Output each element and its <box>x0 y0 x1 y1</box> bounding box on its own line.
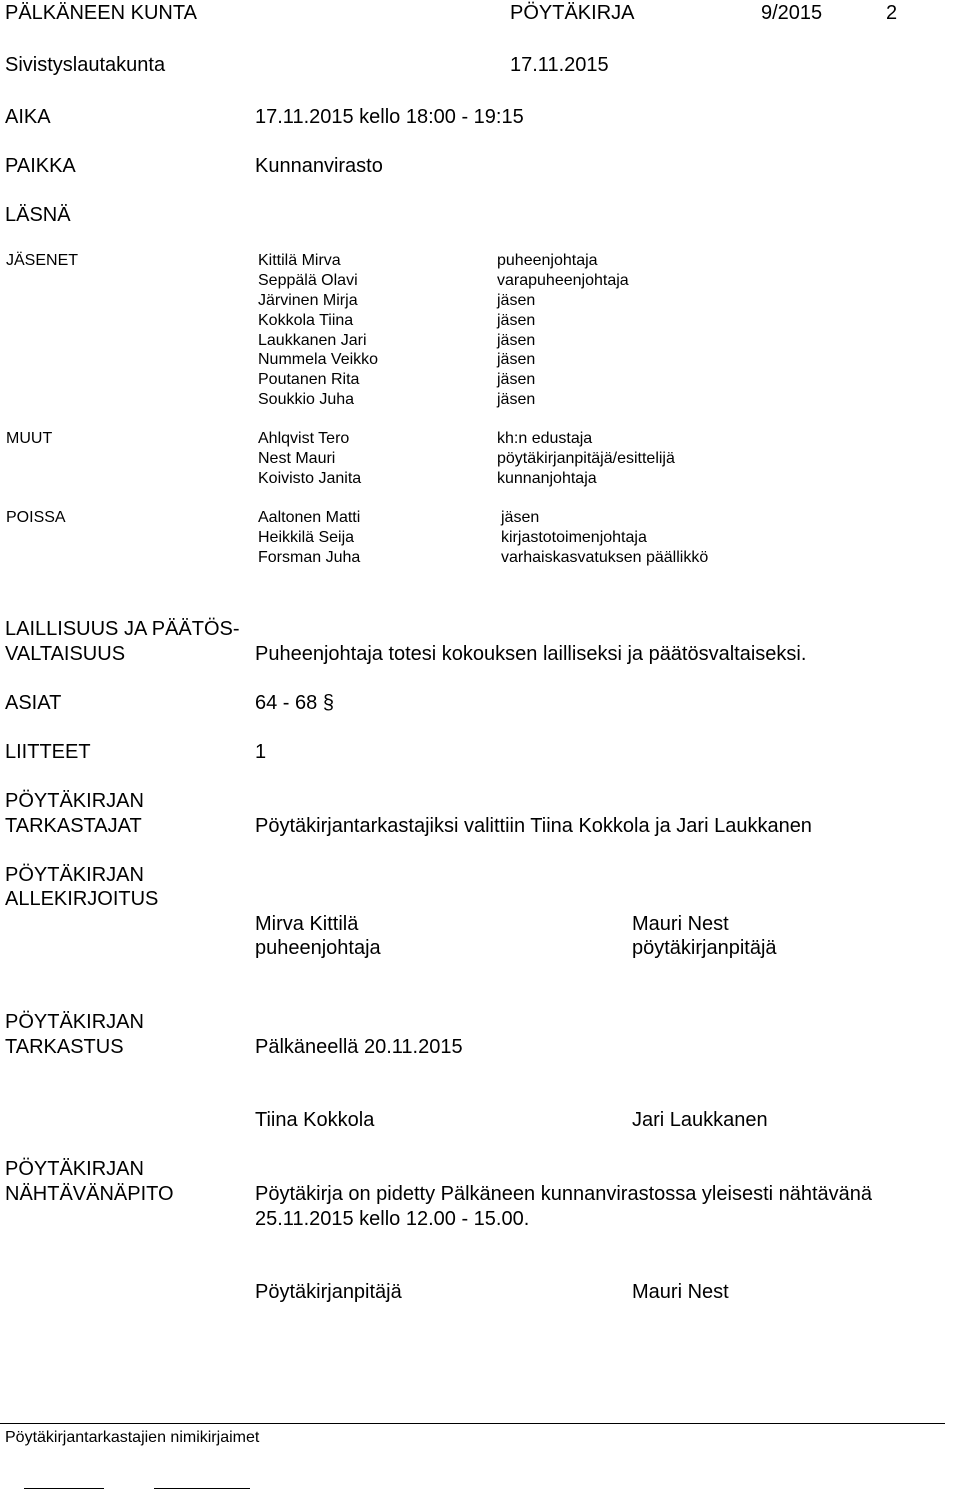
member-name: Kittilä Mirva <box>258 252 341 269</box>
initials-line <box>154 1488 250 1489</box>
other-name: Koivisto Janita <box>258 470 362 487</box>
other-role: kh:n edustaja <box>497 430 593 447</box>
tarkastajat-label: PÖYTÄKIRJAN <box>5 790 144 812</box>
page-number: 2 <box>886 2 898 24</box>
signer-role: puheenjohtaja <box>255 937 381 959</box>
asiat-value: 64 - 68 § <box>255 692 334 714</box>
document-type: PÖYTÄKIRJA <box>510 2 635 24</box>
member-name: Seppälä Olavi <box>258 272 358 289</box>
signer-name: Mirva Kittilä <box>255 913 359 935</box>
keeper-name: Mauri Nest <box>632 1281 729 1303</box>
member-role: jäsen <box>497 391 536 408</box>
paikka-value: Kunnanvirasto <box>255 155 383 177</box>
member-name: Poutanen Rita <box>258 371 360 388</box>
nahtavanapito-label: NÄHTÄVÄNÄPITO <box>5 1183 174 1205</box>
laillisuus-text: Puheenjohtaja totesi kokouksen lailliseksi ja päätösvaltaiseksi. <box>255 643 807 665</box>
nahtavanapito-text: 25.11.2015 kello 12.00 - 15.00. <box>255 1208 530 1230</box>
signer-name: Mauri Nest <box>632 913 729 935</box>
absent-role: jäsen <box>501 509 540 526</box>
nahtavanapito-text: Pöytäkirja on pidetty Pälkäneen kunnanvirastossa yleisesti nähtävänä <box>255 1183 873 1205</box>
absent-name: Aaltonen Matti <box>258 509 361 526</box>
initials-line <box>24 1488 104 1489</box>
nahtavanapito-label: PÖYTÄKIRJAN <box>5 1158 144 1180</box>
member-name: Kokkola Tiina <box>258 312 354 329</box>
absent-role: varhaiskasvatuksen päällikkö <box>501 549 709 566</box>
laillisuus-label: VALTAISUUS <box>5 643 126 665</box>
member-role: jäsen <box>497 371 536 388</box>
other-name: Nest Mauri <box>258 450 336 467</box>
checker-name: Tiina Kokkola <box>255 1109 375 1131</box>
member-role: jäsen <box>497 292 536 309</box>
member-name: Soukkio Juha <box>258 391 355 408</box>
other-name: Ahlqvist Tero <box>258 430 350 447</box>
tarkastus-label: TARKASTUS <box>5 1036 124 1058</box>
municipality-name: PÄLKÄNEEN KUNTA <box>5 2 197 24</box>
absent-name: Heikkilä Seija <box>258 529 355 546</box>
aika-value: 17.11.2015 kello 18:00 - 19:15 <box>255 106 524 128</box>
tarkastus-label: PÖYTÄKIRJAN <box>5 1011 144 1033</box>
keeper-label: Pöytäkirjanpitäjä <box>255 1281 402 1303</box>
footer-divider <box>0 1423 945 1424</box>
aika-label: AIKA <box>5 106 51 128</box>
jasenet-label: JÄSENET <box>6 252 79 269</box>
muut-label: MUUT <box>6 430 53 447</box>
laillisuus-label: LAILLISUUS JA PÄÄTÖS- <box>5 618 240 640</box>
checker-name: Jari Laukkanen <box>632 1109 768 1131</box>
board-name: Sivistyslautakunta <box>5 54 166 76</box>
meeting-date: 17.11.2015 <box>510 54 609 76</box>
tarkastajat-text: Pöytäkirjantarkastajiksi valittiin Tiina Kokkola ja Jari Laukkanen <box>255 815 812 837</box>
initials-label: Pöytäkirjantarkastajien nimikirjaimet <box>5 1429 260 1446</box>
member-role: jäsen <box>497 312 536 329</box>
poissa-label: POISSA <box>6 509 66 526</box>
other-role: kunnanjohtaja <box>497 470 597 487</box>
tarkastajat-label: TARKASTAJAT <box>5 815 142 837</box>
liitteet-label: LIITTEET <box>5 741 91 763</box>
member-role: varapuheenjohtaja <box>497 272 629 289</box>
member-name: Nummela Veikko <box>258 351 379 368</box>
member-role: jäsen <box>497 351 536 368</box>
absent-role: kirjastotoimenjohtaja <box>501 529 647 546</box>
paikka-label: PAIKKA <box>5 155 76 177</box>
signer-role: pöytäkirjanpitäjä <box>632 937 777 959</box>
member-role: puheenjohtaja <box>497 252 598 269</box>
allekirjoitus-label: ALLEKIRJOITUS <box>5 888 159 910</box>
liitteet-value: 1 <box>255 741 267 763</box>
lasna-label: LÄSNÄ <box>5 204 71 226</box>
member-name: Laukkanen Jari <box>258 332 367 349</box>
document-number: 9/2015 <box>761 2 823 24</box>
other-role: pöytäkirjanpitäjä/esittelijä <box>497 450 675 467</box>
member-name: Järvinen Mirja <box>258 292 358 309</box>
member-role: jäsen <box>497 332 536 349</box>
tarkastus-value: Pälkäneellä 20.11.2015 <box>255 1036 463 1058</box>
absent-name: Forsman Juha <box>258 549 361 566</box>
allekirjoitus-label: PÖYTÄKIRJAN <box>5 864 144 886</box>
asiat-label: ASIAT <box>5 692 62 714</box>
